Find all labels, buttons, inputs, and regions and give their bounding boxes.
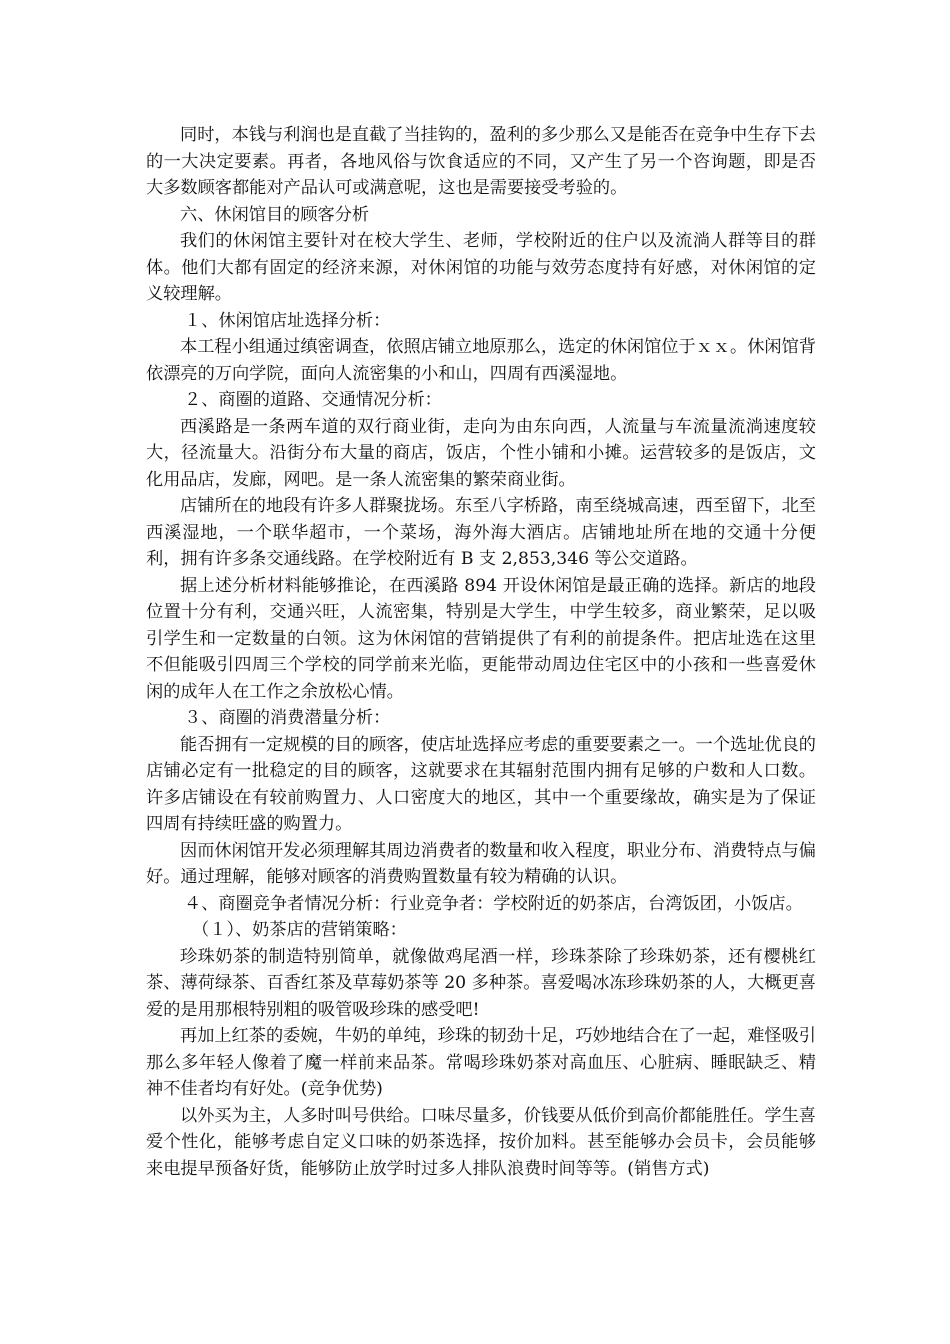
paragraph-consumer-understanding: 因而休闲馆开发必须理解其周边消费者的数量和收入程度，职业分布、消费特点与偏好。通过理解，能够对顾客的消费购置数量有较为精确的认识。 [146, 840, 816, 887]
subheading-traffic-analysis: ２、商圈的道路、交通情况分析： [184, 390, 442, 410]
section-heading-customer-analysis: 六、休闲馆目的顾客分析 [180, 204, 370, 225]
subheading-consumption-potential: ３、商圈的消费潜量分析： [184, 708, 391, 728]
paragraph-competitive-advantage: 再加上红茶的委婉，牛奶的单纯，珍珠的韧劲十足，巧妙地结合在了一起，难怪吸引那么多年轻人像着了魔一样前来品茶。常喝珍珠奶茶对高血压、心脏病、睡眠缺乏、精神不佳者均有好处。(竞争优势) [146, 1026, 816, 1099]
paragraph-cost-profit: 同时，本钱与利润也是直截了当挂钩的，盈利的多少那么又是能否在竞争中生存下去的一大决定要素。再者，各地风俗与饮食适应的不同，又产生了另一个咨询题，即是否大多数顾客都能对产品认可或满意呢，这也是需要接受考验的。 [146, 125, 816, 198]
paragraph-target-groups: 我们的休闲馆主要针对在校大学生、老师，学校附近的住户以及流淌人群等目的群体。他们大都有固定的经济来源，对休闲馆的功能与效劳态度持有好感，对休闲馆的定义较理解。 [146, 231, 816, 304]
document-body [146, 122, 816, 1182]
paragraph-site-location: 本工程小组通过缜密调查，依照店铺立地原那么，选定的休闲馆位于ｘｘ。休闲馆背依漂亮的万向学院，面向人流密集的小和山，四周有西溪湿地。 [146, 337, 816, 384]
paragraph-shop-surroundings: 店铺所在的地段有许多人群聚拢场。东至八字桥路，南至绕城高速，西至留下，北至西溪湿地，一个联华超市，一个菜场，海外海大酒店。店铺地址所在地的交通十分便利，拥有许多条交通线路。在学校附近有 B 支 2,853,346 等公交道路。 [146, 496, 816, 569]
paragraph-conclusion-location: 据上述分析材料能够推论，在西溪路 894 开设休闲馆是最正确的选择。新店的地段位置十分有利，交通兴旺，人流密集，特别是大学生，中学生较多，商业繁荣，足以吸引学生和一定数量的白领。这为休闲馆的营销提供了有利的前提条件。把店址选在这里不但能吸引四周三个学校的同学前来光临，更能带动周边住宅区中的小孩和一些喜爱休闲的成年人在工作之余放松心情。 [146, 575, 816, 702]
paragraph-pearl-milk-tea: 珍珠奶茶的制造特别简单，就像做鸡尾酒一样，珍珠茶除了珍珠奶茶，还有樱桃红茶、薄荷绿茶、百香红茶及草莓奶茶等 20 多种茶。喜爱喝冰冻珍珠奶茶的人，大概更喜爱的是用那根特别粗的吸管吸珍珠的感受吧! [146, 946, 816, 1020]
paragraph-target-customers: 能否拥有一定规模的目的顾客，使店址选择应考虑的重要要素之一。一个选址优良的店铺必定有一批稳定的目的顾客，这就要求在其辐射范围内拥有足够的户数和人口数。许多店铺设在有较前购置力、人口密度大的地区，其中一个重要缘故，确实是为了保证四周有持续旺盛的购置力。 [146, 734, 816, 834]
subheading-milk-tea-strategy: （１）、奶茶店的营销策略： [192, 920, 407, 940]
paragraph-sales-method: 以外买为主，人多时叫号供给。口味尽量多，价钱要从低价到高价都能胜任。学生喜爱个性化，能够考虑自定义口味的奶茶选择，按价加料。甚至能够办会员卡，会员能够来电提早预备好货，能够防止放学时过多人排队浪费时间等等。(销售方式) [146, 1105, 816, 1179]
subheading-competitors: ４、商圈竞争者情况分析：行业竞争者：学校附近的奶茶店，台湾饭团，小饭店。 [184, 893, 803, 914]
subheading-site-selection: １、休闲馆店址选择分析： [184, 310, 391, 331]
paragraph-xixi-road: 西溪路是一条两车道的双行商业街，走向为由东向西，人流量与车流量流淌速度较大，径流量大。沿街分布大量的商店，饭店，个性小铺和小摊。运营较多的是饭店，文化用品店，发廊，网吧。是一条人流密集的繁荣商业街。 [146, 416, 816, 490]
